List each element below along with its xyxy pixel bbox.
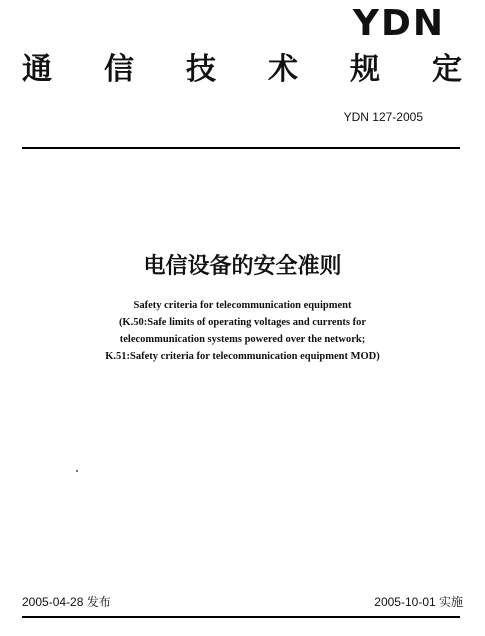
stray-dot [76,470,78,472]
english-title-line: telecommunication systems powered over the network; [119,334,366,345]
publish-date: 2005-04-28 发布 [22,595,111,609]
english-title-line: (K.50:Safe limits of operating voltages and currents for [118,317,367,328]
implement-date: 2005-10-01 实施 [374,595,463,609]
english-title-line: K.51:Safety criteria for telecommunication equipment MOD) [105,351,380,362]
ydn-logo: YDN [352,3,445,44]
standard-type-title [22,52,462,88]
bottom-divider [22,616,460,618]
standard-type-char: 术 [268,52,298,87]
english-title-line: Safety criteria for telecommunication equipment [133,300,352,311]
english-title [30,297,455,365]
top-divider [22,147,460,149]
chinese-title: 电信设备的安全准则 [143,254,342,279]
standard-type-char: 通 [22,52,52,87]
standard-type-char: 规 [350,52,380,87]
standard-number: YDN 127-2005 [343,110,423,124]
standard-type-char: 技 [186,52,216,87]
standard-type-char: 信 [104,52,134,87]
standard-type-char: 定 [432,52,462,87]
